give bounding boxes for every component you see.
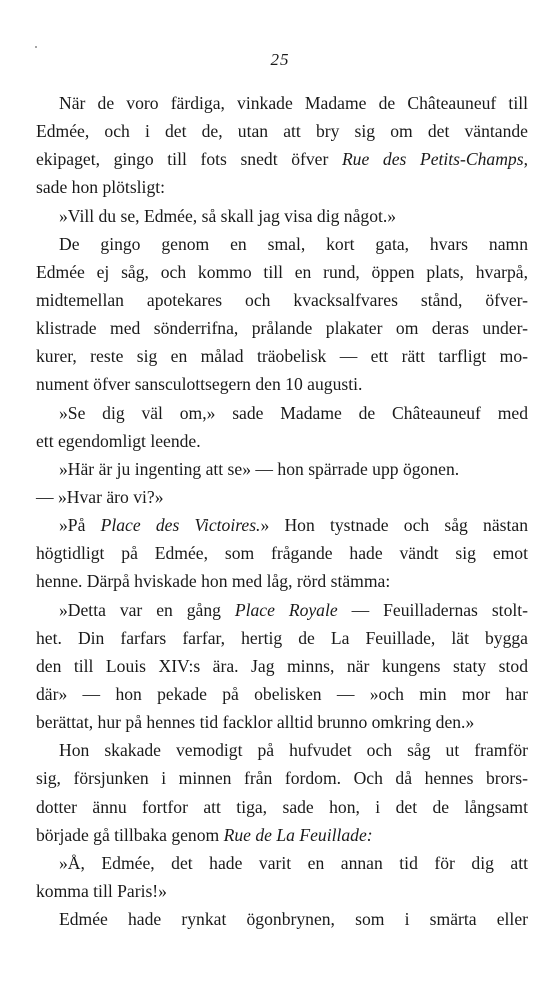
text-line: sig, försjunken i minnen från fordom. Och då hennes brors- [36,768,528,789]
text-line: berättat, hur på hennes tid facklor alltid brunno omkring den.» [36,712,475,733]
text-line: »Detta var en gång Place Royale — Feuilladernas stolt- [59,599,528,620]
text-line: »Se dig väl om,» sade Madame de Châteauneuf med [59,402,528,423]
text-line: Edmée, och i det de, utan att bry sig om det väntande [36,121,528,142]
text-line: ett egendomligt leende. [36,430,201,451]
page-number: 25 [270,50,290,69]
text-line: henne. Därpå hviskade hon med låg, rörd stämma: [36,571,391,592]
text-line: »Vill du se, Edmée, så skall jag visa dig något.» [59,205,397,226]
text-line: den till Louis XIV:s ära. Jag minns, när kungens staty stod [36,655,528,676]
text-line: sade hon plötsligt: [36,177,166,198]
text-line: »Här är ju ingenting att se» — hon spärrade upp ögonen. [59,458,460,479]
text-line: komma till Paris!» [36,880,167,901]
text-line: »Å, Edmée, det hade varit en annan tid för dig att [59,852,528,873]
text-line: började gå tillbaka genom Rue de La Feuillade: [36,824,373,845]
body-text [36,89,528,933]
text-line: Hon skakade vemodigt på hufvudet och såg ut framför [59,740,528,761]
text-line: dotter ännu fortfor att tiga, sade hon, i det de långsamt [36,796,528,817]
print-speck [35,46,37,48]
text-line: »På Place des Victoires.» Hon tystnade och såg nästan [59,515,528,536]
text-line: klistrade med sönderrifna, prålande plakater om deras under- [36,318,528,339]
text-line: kurer, reste sig en målad träobelisk — ett rätt tarfligt mo- [36,346,528,367]
text-line: Edmée ej såg, och kommo till en rund, öppen plats, hvarpå, [36,261,528,282]
text-line: De gingo genom en smal, kort gata, hvars namn [59,233,528,254]
text-line: midtemellan apotekares och kvacksalfvares stånd, öfver- [36,289,528,310]
text-line: Edmée hade rynkat ögonbrynen, som i smärta eller [59,909,528,930]
text-line: het. Din farfars farfar, hertig de La Feuillade, lät bygga [36,627,528,648]
text-line: högtidligt på Edmée, som frågande hade vändt sig emot [36,543,528,564]
text-line: — »Hvar äro vi?» [36,486,164,507]
text-line: När de voro färdiga, vinkade Madame de Châteauneuf till [59,93,528,113]
text-line: där» — hon pekade på obelisken — »och min mor har [36,683,528,704]
text-line: ekipaget, gingo till fots snedt öfver Rue des Petits-Champs, [36,149,528,170]
text-line: nument öfver sansculottsegern den 10 augusti. [36,374,363,395]
